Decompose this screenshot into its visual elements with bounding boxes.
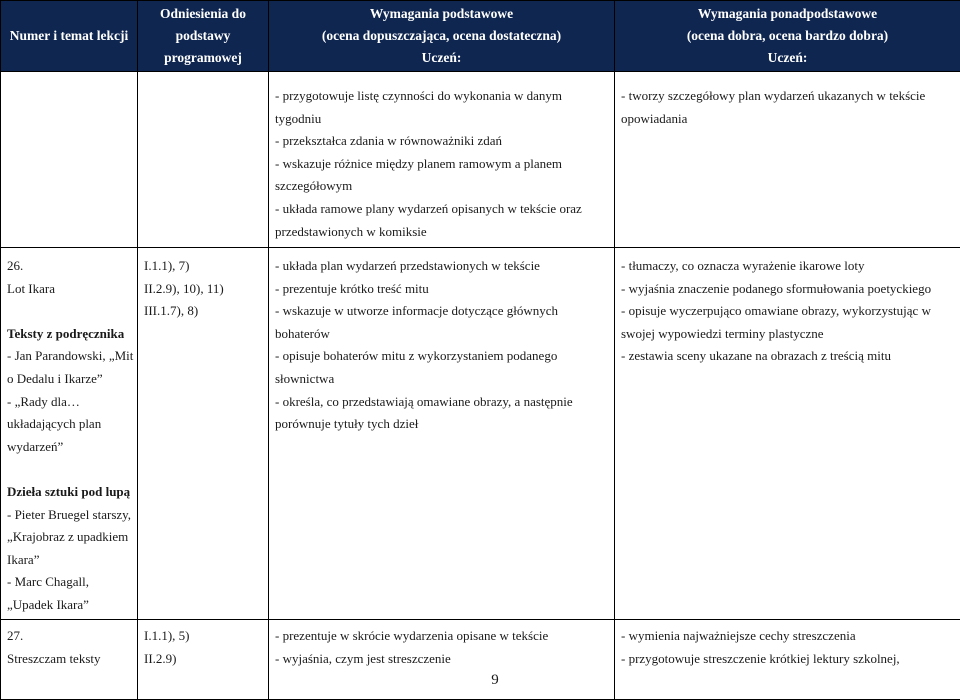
advanced-requirements-cell <box>615 72 960 248</box>
cell-text-line: „Upadek Ikara” <box>7 594 137 617</box>
cell-text-line: - Marc Chagall, <box>7 571 137 594</box>
cell-text-line: - wyjaśnia, czym jest streszczenie <box>275 648 614 671</box>
cell-text-line: - zestawia sceny ukazane na obrazach z treścią mitu <box>621 345 960 368</box>
cell-text-line: Ikara” <box>7 549 137 572</box>
advanced-requirements-cell <box>615 248 960 620</box>
cell-text-line: - tworzy szczegółowy plan wydarzeń ukazanych w tekście <box>621 85 960 108</box>
header-row <box>1 1 960 72</box>
cell-text-line: 26. <box>7 255 137 278</box>
cell-text-line: - układa ramowe plany wydarzeń opisanych w tekście oraz <box>275 198 614 221</box>
cell-text-line: Dzieła sztuki pod lupą <box>7 481 137 504</box>
cell-text-line: Wymagania ponadpodstawowe <box>619 3 956 25</box>
topic-cell <box>1 248 138 620</box>
cell-text-line: I.1.1), 5) <box>144 625 268 648</box>
cell-text-line: opowiadania <box>621 108 960 131</box>
cell-text-line: Teksty z podręcznika <box>7 323 137 346</box>
cell-text-line: bohaterów <box>275 323 614 346</box>
cell-text-line <box>7 458 137 481</box>
cell-text-line: - układa plan wydarzeń przedstawionych w tekście <box>275 255 614 278</box>
cell-text-line: programowej <box>142 47 264 69</box>
cell-text-line: o Dedalu i Ikarze” <box>7 368 137 391</box>
cell-text-line: - opisuje bohaterów mitu z wykorzystaniem podanego <box>275 345 614 368</box>
cell-text-line: - wskazuje różnice między planem ramowym a planem <box>275 153 614 176</box>
cell-text-line: Odniesienia do <box>142 3 264 25</box>
cell-text-line: Uczeń: <box>273 47 610 69</box>
cell-text-line: szczegółowym <box>275 175 614 198</box>
table-row <box>1 248 960 620</box>
cell-text-line: - wyjaśnia znaczenie podanego sformułowania poetyckiego <box>621 278 960 301</box>
cell-text-line: - przygotowuje streszczenie krótkiej lektury szkolnej, <box>621 648 960 671</box>
cell-text-line: - Pieter Bruegel starszy, <box>7 504 137 527</box>
cell-text-line: tygodniu <box>275 108 614 131</box>
cell-text-line: Wymagania podstawowe <box>273 3 610 25</box>
cell-text-line: (ocena dopuszczająca, ocena dostateczna) <box>273 25 610 47</box>
cell-text-line: - wymienia najważniejsze cechy streszczenia <box>621 625 960 648</box>
cell-text-line: - tłumaczy, co oznacza wyrażenie ikarowe loty <box>621 255 960 278</box>
cell-text-line: - przekształca zdania w równoważniki zdań <box>275 130 614 153</box>
cell-text-line: - prezentuje w skrócie wydarzenia opisane w tekście <box>275 625 614 648</box>
table-row <box>1 72 960 248</box>
page-number: 9 <box>0 672 960 689</box>
cell-text-line: II.2.9), 10), 11) <box>144 278 268 301</box>
cell-text-line: 27. <box>7 625 137 648</box>
basic-requirements-cell <box>269 248 615 620</box>
cell-text-line: - określa, co przedstawiają omawiane obrazy, a następnie <box>275 391 614 414</box>
cell-text-line: - prezentuje krótko treść mitu <box>275 278 614 301</box>
cell-text-line: - „Rady dla… <box>7 391 137 414</box>
cell-text-line: - przygotowuje listę czynności do wykonania w danym <box>275 85 614 108</box>
references-cell <box>138 248 269 620</box>
cell-text-line: II.2.9) <box>144 648 268 671</box>
topic-cell <box>1 72 138 248</box>
cell-text-line: III.1.7), 8) <box>144 300 268 323</box>
cell-text-line: Uczeń: <box>619 47 956 69</box>
cell-text-line: - wskazuje w utworze informacje dotyczące głównych <box>275 300 614 323</box>
basic-requirements-cell <box>269 72 615 248</box>
cell-text-line: słownictwa <box>275 368 614 391</box>
cell-text-line: układających plan <box>7 413 137 436</box>
cell-text-line: Lot Ikara <box>7 278 137 301</box>
cell-text-line: podstawy <box>142 25 264 47</box>
references-cell <box>138 72 269 248</box>
cell-text-line: (ocena dobra, ocena bardzo dobra) <box>619 25 956 47</box>
header-topic <box>1 1 138 72</box>
cell-text-line <box>7 300 137 323</box>
cell-text-line: wydarzeń” <box>7 436 137 459</box>
cell-text-line: Numer i temat lekcji <box>5 25 133 47</box>
cell-text-line: „Krajobraz z upadkiem <box>7 526 137 549</box>
header-references <box>138 1 269 72</box>
cell-text-line: - Jan Parandowski, „Mit <box>7 345 137 368</box>
cell-text-line: porównuje tytuły tych dzieł <box>275 413 614 436</box>
header-basic-requirements <box>269 1 615 72</box>
cell-text-line: Streszczam teksty <box>7 648 137 671</box>
cell-text-line: przedstawionych w komiksie <box>275 221 614 244</box>
cell-text-line: I.1.1), 7) <box>144 255 268 278</box>
header-advanced-requirements <box>615 1 960 72</box>
cell-text-line: swojej wypowiedzi terminy plastyczne <box>621 323 960 346</box>
cell-text-line: - opisuje wyczerpująco omawiane obrazy, wykorzystując w <box>621 300 960 323</box>
